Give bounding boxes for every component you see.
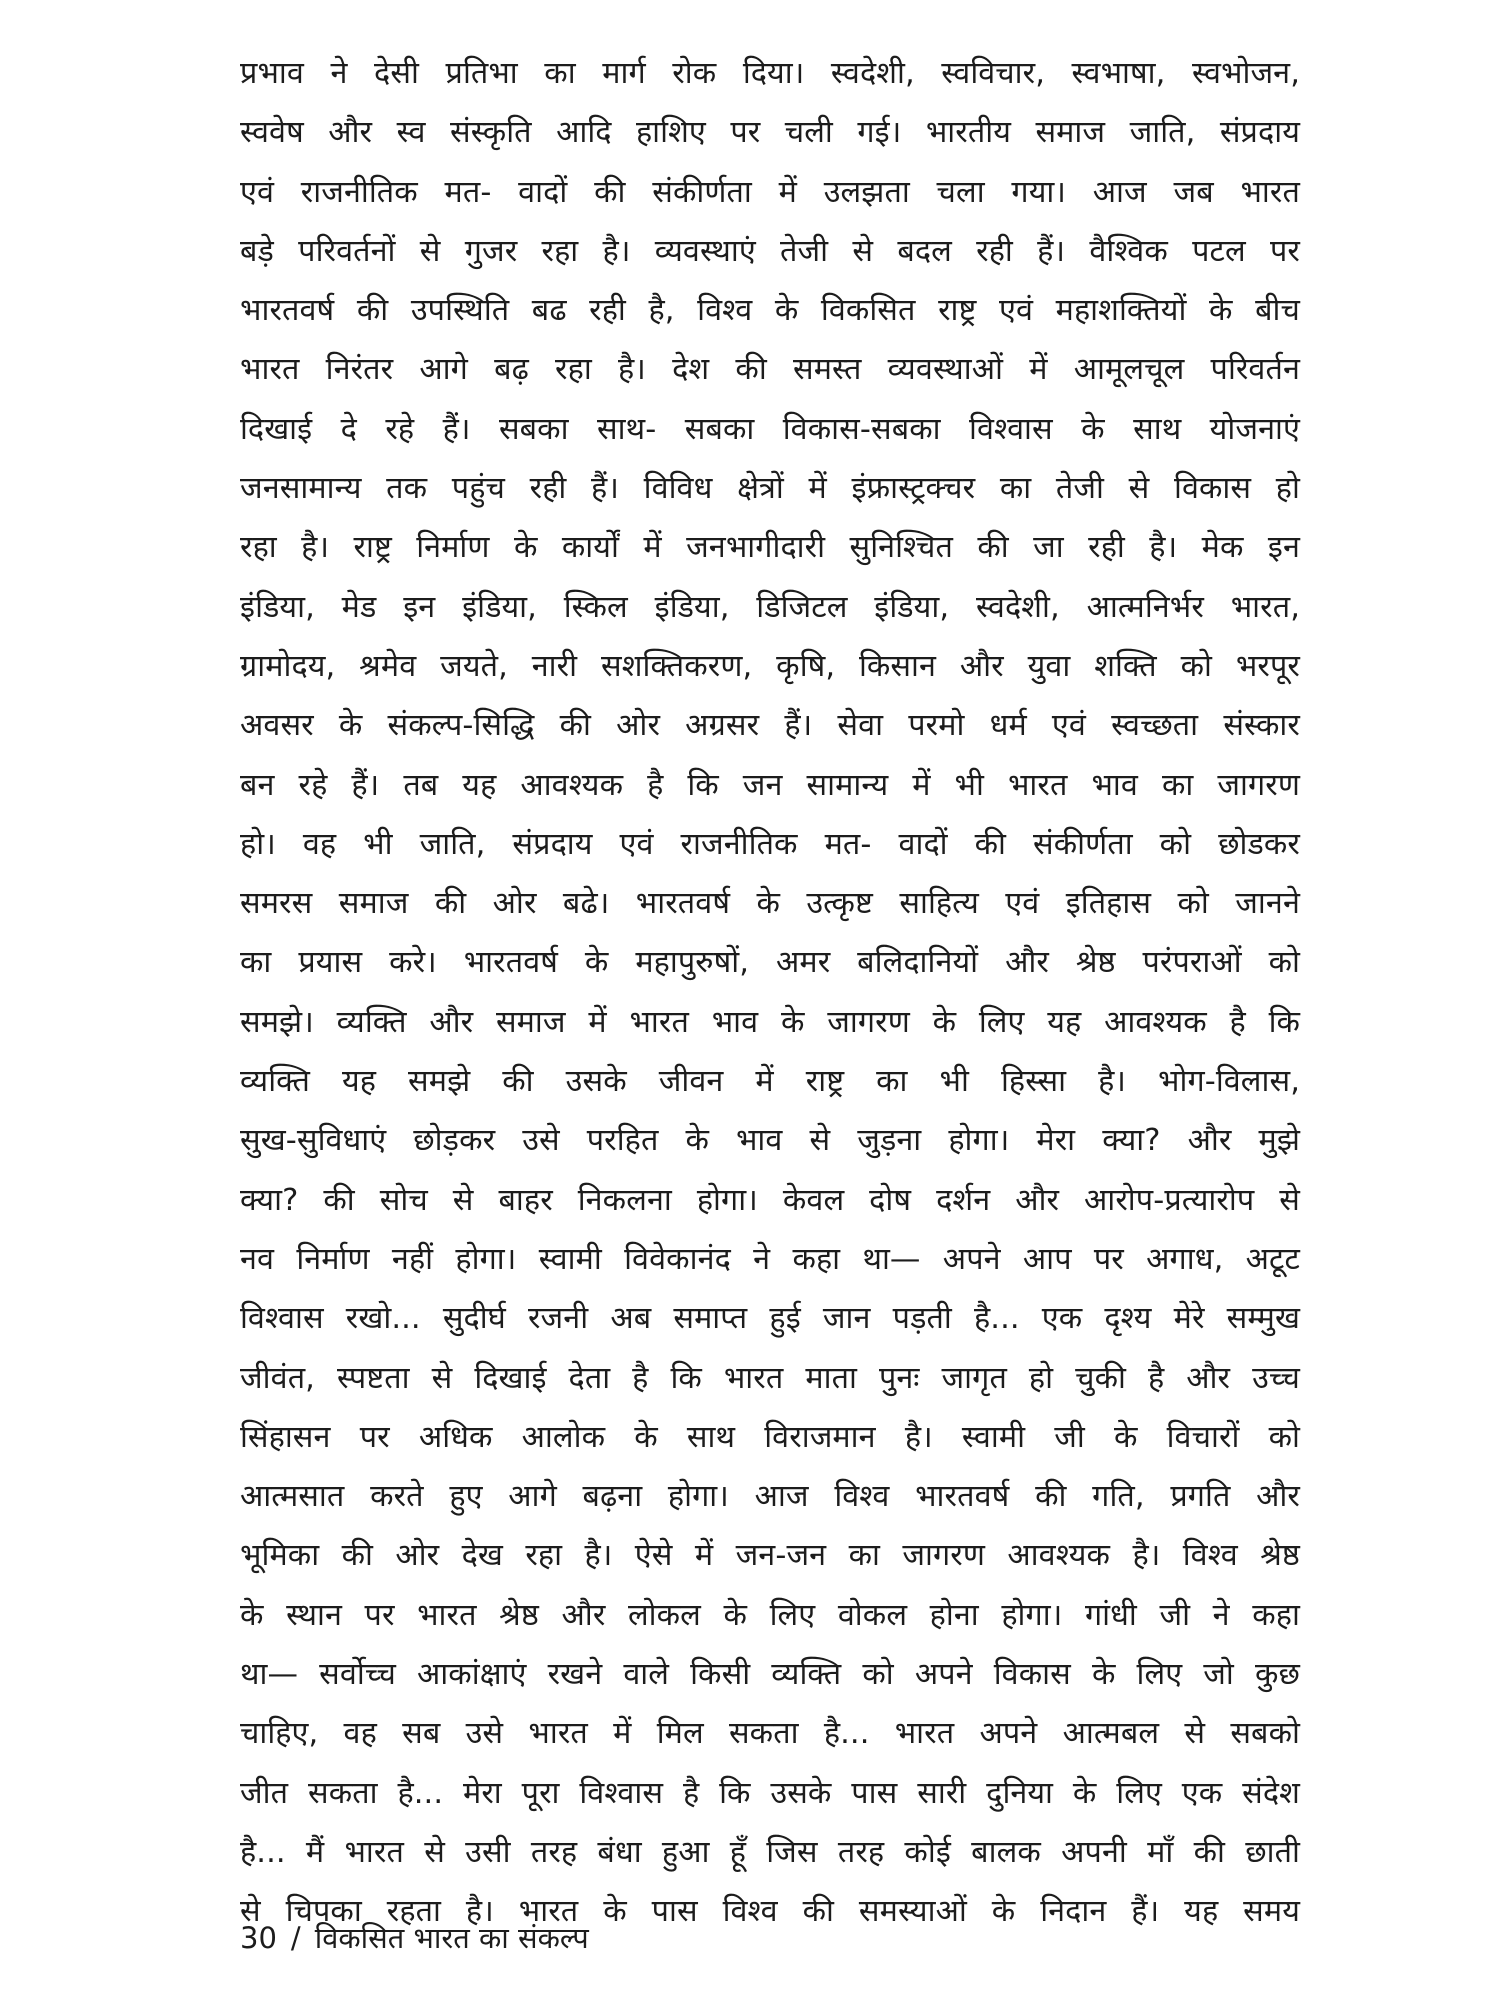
text-line: है... मैं भारत से उसी तरह बंधा हुआ हूँ जिस तरह कोई बालक अपनी माँ की छाती — [240, 1834, 1300, 1870]
text-line: था— सर्वोच्च आकांक्षाएं रखने वाले किसी व्यक्ति को अपने विकास के लिए जो कुछ — [240, 1657, 1300, 1693]
text-line: का प्रयास करे। भारतवर्ष के महापुरुषों, अमर बलिदानियों और श्रेष्ठ परंपराओं को — [240, 945, 1300, 981]
text-line: रहा है। राष्ट्र निर्माण के कार्यों में जनभागीदारी सुनिश्चित की जा रही है। मेक इन — [240, 530, 1300, 566]
text-line: समझे। व्यक्ति और समाज में भारत भाव के जागरण के लिए यह आवश्यक है कि — [240, 1004, 1300, 1040]
text-line: एवं राजनीतिक मत- वादों की संकीर्णता में उलझता चला गया। आज जब भारत — [240, 174, 1300, 210]
text-line: विश्वास रखो... सुदीर्घ रजनी अब समाप्त हुई जान पड़ती है... एक दृश्य मेरे सम्मुख — [240, 1301, 1300, 1337]
text-line: से चिपका रहता है। भारत के पास विश्व की समस्याओं के निदान हैं। यह समय — [240, 1894, 1300, 1930]
text-line: जनसामान्य तक पहुंच रही हैं। विविध क्षेत्रों में इंफ्रास्ट्रक्चर का तेजी से विकास हो — [240, 471, 1300, 507]
text-line: भारतवर्ष की उपस्थिति बढ रही है, विश्व के विकसित राष्ट्र एवं महाशक्तियों के बीच — [240, 293, 1300, 329]
text-line: बड़े परिवर्तनों से गुजर रहा है। व्यवस्थाएं तेजी से बदल रही हैं। वैश्विक पटल पर — [240, 233, 1300, 269]
text-line: व्यक्ति यह समझे की उसके जीवन में राष्ट्र का भी हिस्सा है। भोग-विलास, — [240, 1064, 1300, 1100]
text-line: प्रभाव ने देसी प्रतिभा का मार्ग रोक दिया। स्वदेशी, स्वविचार, स्वभाषा, स्वभोजन, — [240, 56, 1300, 91]
text-line: इंडिया, मेड इन इंडिया, स्किल इंडिया, डिजिटल इंडिया, स्वदेशी, आत्मनिर्भर भारत, — [240, 589, 1300, 625]
text-line: क्या? की सोच से बाहर निकलना होगा। केवल दोष दर्शन और आरोप-प्रत्यारोप से — [240, 1182, 1300, 1218]
text-line: सुख-सुविधाएं छोड़कर उसे परहित के भाव से जुड़ना होगा। मेरा क्या? और मुझे — [240, 1123, 1300, 1159]
text-line: भूमिका की ओर देख रहा है। ऐसे में जन-जन का जागरण आवश्यक है। विश्व श्रेष्ठ — [240, 1538, 1300, 1574]
text-line: चाहिए, वह सब उसे भारत में मिल सकता है... भारत अपने आत्मबल से सबको — [240, 1716, 1300, 1752]
text-line: समरस समाज की ओर बढे। भारतवर्ष के उत्कृष्ट साहित्य एवं इतिहास को जानने — [240, 886, 1300, 922]
text-line: सिंहासन पर अधिक आलोक के साथ विराजमान है। स्वामी जी के विचारों को — [240, 1419, 1300, 1455]
text-line: हो। वह भी जाति, संप्रदाय एवं राजनीतिक मत- वादों की संकीर्णता को छोडकर — [240, 826, 1300, 862]
page-footer — [240, 1918, 589, 1958]
text-line: अवसर के संकल्प-सिद्धि की ओर अग्रसर हैं। सेवा परमो धर्म एवं स्वच्छता संस्कार — [240, 708, 1300, 744]
page-number: 30 — [240, 1921, 277, 1955]
text-line: नव निर्माण नहीं होगा। स्वामी विवेकानंद ने कहा था— अपने आप पर अगाध, अटूट — [240, 1241, 1300, 1277]
text-line: भारत निरंतर आगे बढ़ रहा है। देश की समस्त व्यवस्थाओं में आमूलचूल परिवर्तन — [240, 352, 1300, 388]
book-title: विकसित भारत का संकल्प — [314, 1921, 589, 1955]
text-line: आत्मसात करते हुए आगे बढ़ना होगा। आज विश्व भारतवर्ष की गति, प्रगति और — [240, 1479, 1300, 1515]
text-line: ग्रामोदय, श्रमेव जयते, नारी सशक्तिकरण, कृषि, किसान और युवा शक्ति को भरपूर — [240, 648, 1300, 684]
text-line: स्ववेष और स्व संस्कृति आदि हाशिए पर चली गई। भारतीय समाज जाति, संप्रदाय — [240, 115, 1300, 151]
text-line: बन रहे हैं। तब यह आवश्यक है कि जन सामान्य में भी भारत भाव का जागरण — [240, 767, 1300, 803]
text-line: दिखाई दे रहे हैं। सबका साथ- सबका विकास-सबका विश्वास के साथ योजनाएं — [240, 411, 1300, 447]
text-line: जीत सकता है... मेरा पूरा विश्वास है कि उसके पास सारी दुनिया के लिए एक संदेश — [240, 1775, 1300, 1811]
text-line: जीवंत, स्पष्टता से दिखाई देता है कि भारत माता पुनः जागृत हो चुकी है और उच्च — [240, 1360, 1300, 1396]
body-text — [240, 44, 1300, 1942]
text-line: के स्थान पर भारत श्रेष्ठ और लोकल के लिए वोकल होना होगा। गांधी जी ने कहा — [240, 1597, 1300, 1633]
footer-separator: / — [290, 1921, 301, 1955]
